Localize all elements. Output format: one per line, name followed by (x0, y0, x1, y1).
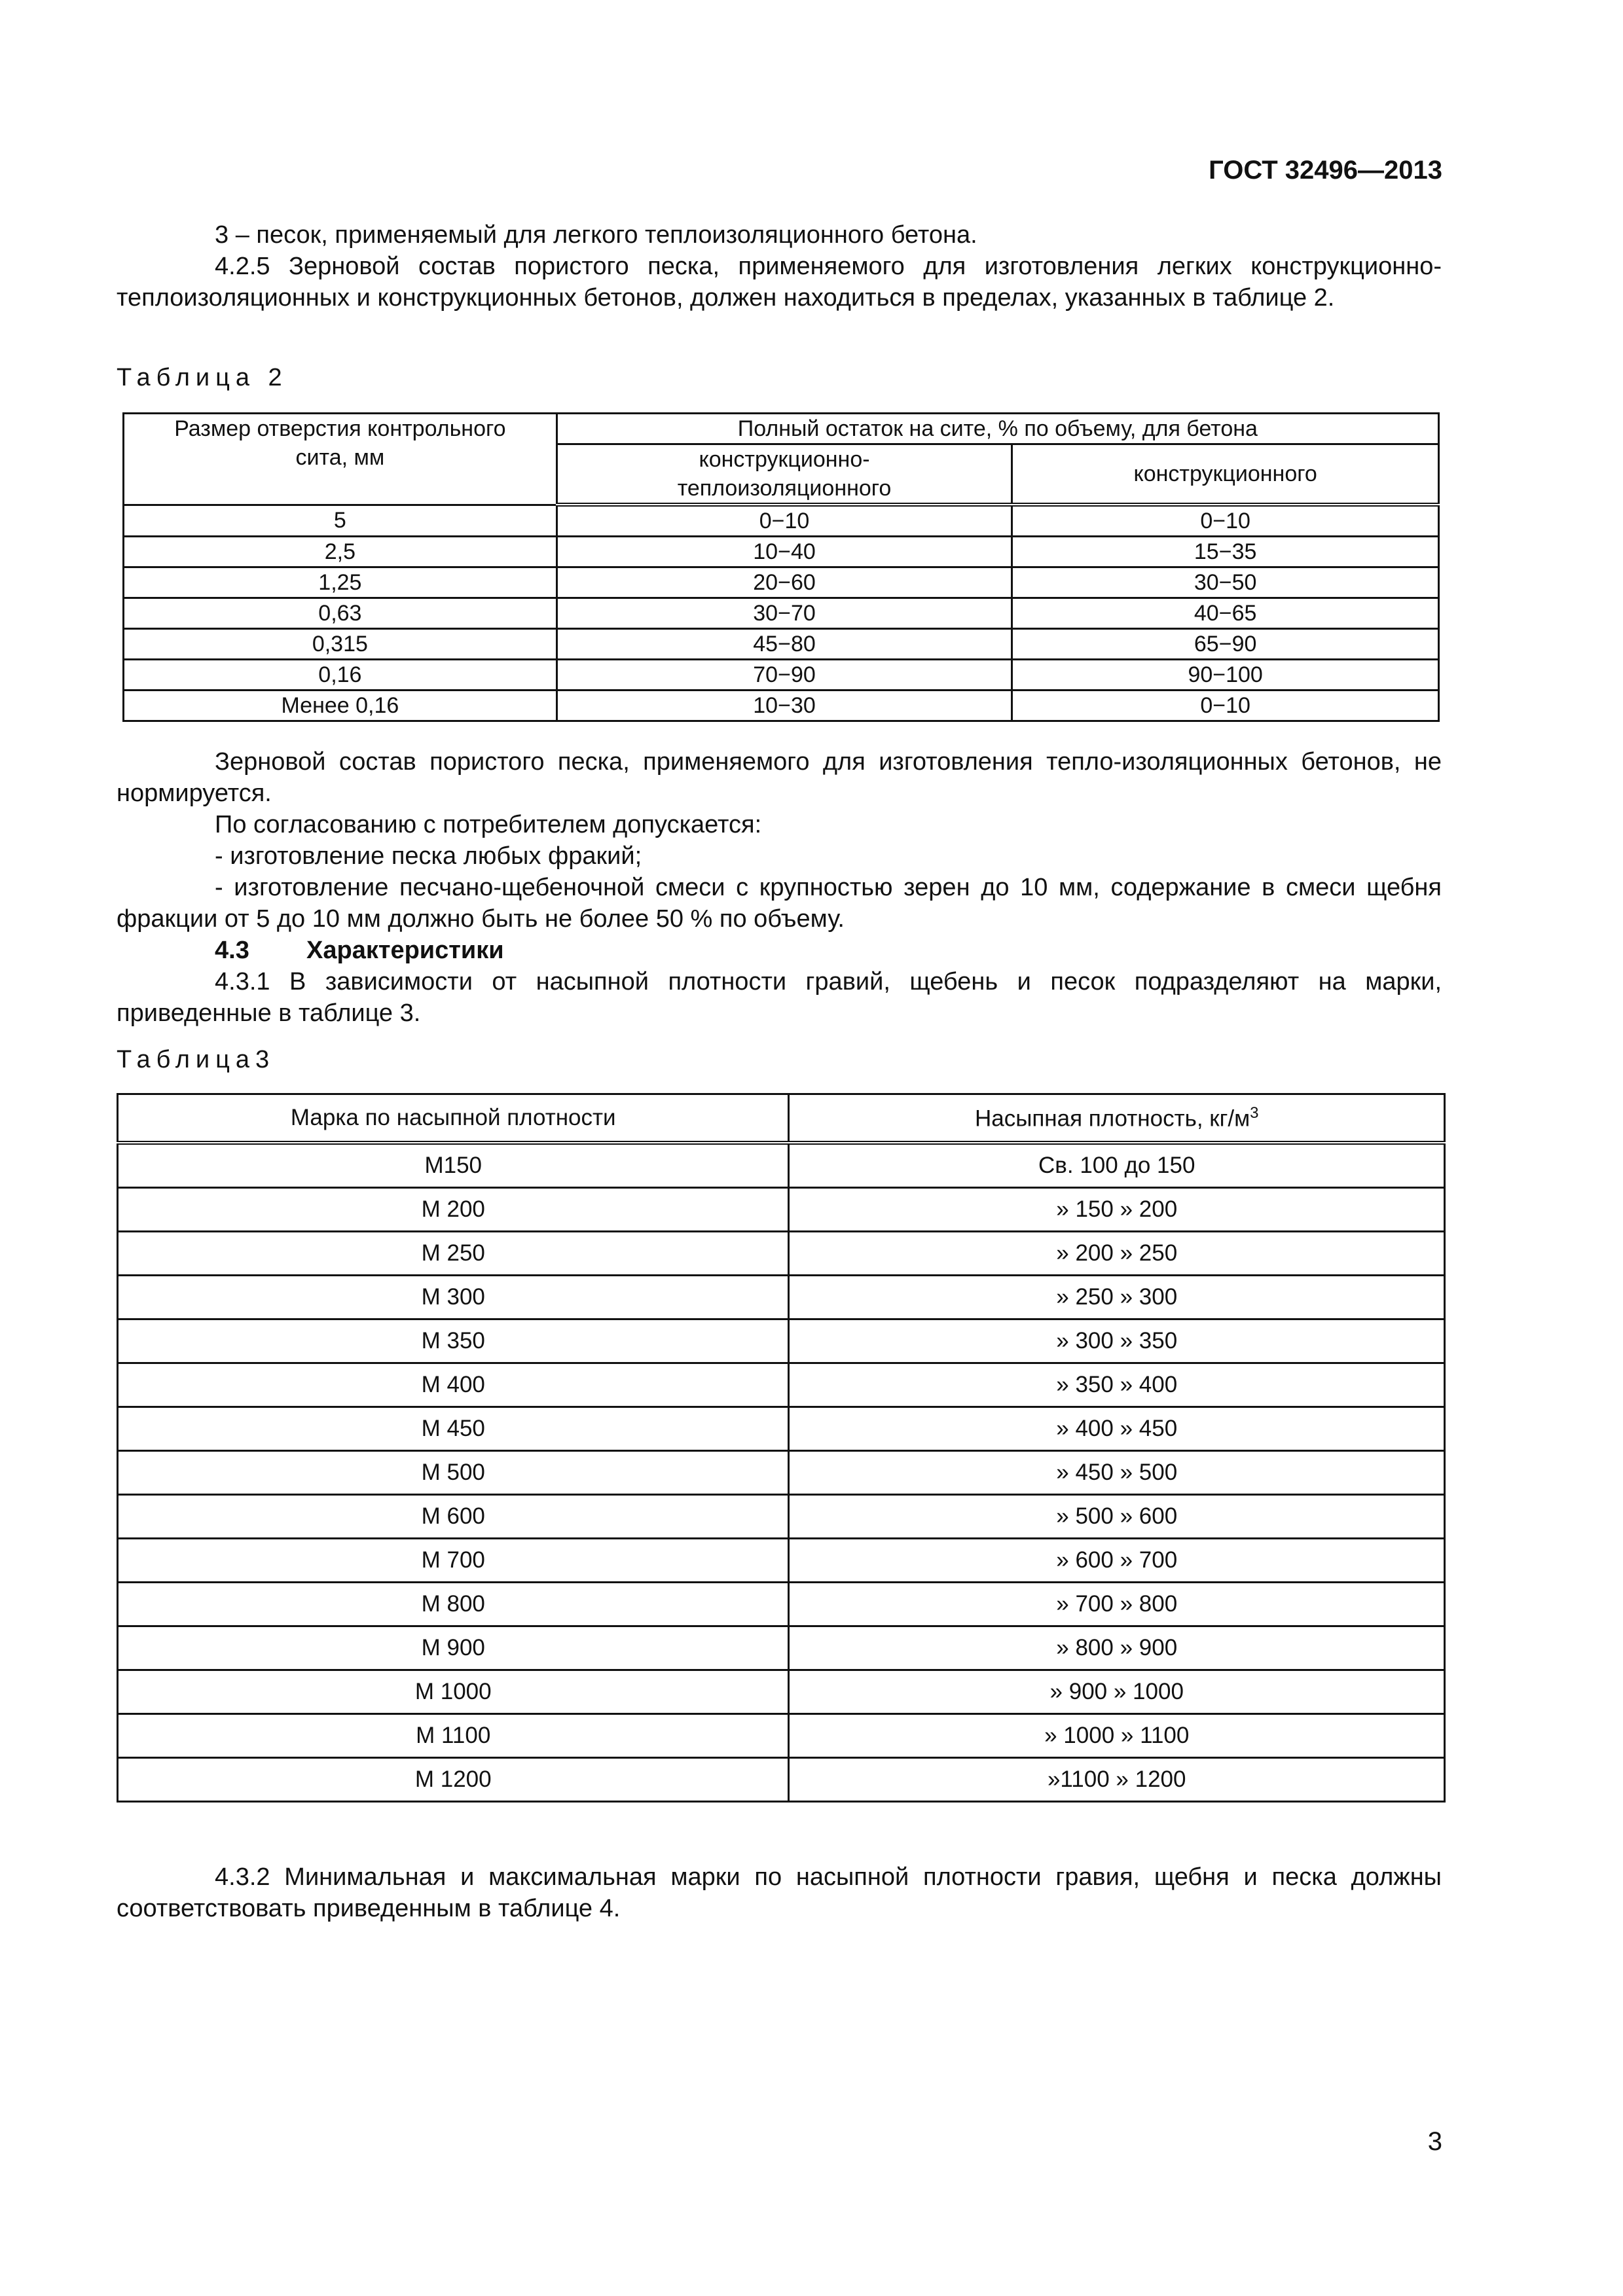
table-cell: М 1100 (118, 1714, 789, 1758)
table-cell: М 700 (118, 1539, 789, 1583)
table-cell: » 150 » 200 (789, 1188, 1445, 1232)
table-row (118, 1583, 1445, 1626)
table-row (124, 691, 1439, 721)
table-cell: 0−10 (1012, 505, 1439, 537)
table-cell: 2,5 (124, 537, 557, 567)
table-cell: М 200 (118, 1188, 789, 1232)
table-cell: 0,315 (124, 629, 557, 660)
table-body (124, 505, 1439, 721)
table-cell: 1,25 (124, 567, 557, 598)
table-row (124, 660, 1439, 691)
table-row (118, 1143, 1445, 1188)
table-cell: Менее 0,16 (124, 691, 557, 721)
table-row (118, 1451, 1445, 1495)
bulk-density-grade-table (117, 1093, 1446, 1803)
section-title: Характеристики (306, 937, 504, 964)
table-cell: » 450 » 500 (789, 1451, 1445, 1495)
table-cell: М 800 (118, 1583, 789, 1626)
table-row (124, 598, 1439, 629)
table-cell: М 450 (118, 1407, 789, 1451)
paragraph: 4.3.1 В зависимости от насыпной плотности гравий, щебень и песок подразделяют на марки, приведенные в таблице 3. (117, 968, 1442, 1027)
table-row (124, 537, 1439, 567)
table-row (118, 1232, 1445, 1276)
table-cell: 70−90 (556, 660, 1012, 691)
table-cell: 65−90 (1012, 629, 1439, 660)
table-row (118, 1626, 1445, 1670)
table-cell: 0−10 (556, 505, 1012, 537)
table-cell: » 800 » 900 (789, 1626, 1445, 1670)
paragraph: 3 – песок, применяемый для легкого теплоизоляционного бетона. (215, 221, 977, 249)
table-cell: » 900 » 1000 (789, 1670, 1445, 1714)
paragraph: - изготовление песчано-щебеночной смеси с крупностью зерен до 10 мм, содержание в смеси щебня фракции от 5 до 10 мм должно быть не более 50 % по объему. (117, 874, 1442, 933)
table-row (124, 629, 1439, 660)
table-header-cell: Полный остаток на сите, % по объему, для бетона (556, 414, 1438, 444)
table-row (118, 1363, 1445, 1407)
table-header-cell: Размер отверстия контрольного сита, мм (124, 414, 557, 505)
table-cell: 40−65 (1012, 598, 1439, 629)
table-cell: 20−60 (556, 567, 1012, 598)
paragraph: 4.3.2 Минимальная и максимальная марки по насыпной плотности гравия, щебня и песка должны соответствовать приведенным в таблице 4. (117, 1863, 1442, 1922)
table-cell: М 1200 (118, 1758, 789, 1802)
table-cell: М 250 (118, 1232, 789, 1276)
table-cell: 45−80 (556, 629, 1012, 660)
table-row (118, 1714, 1445, 1758)
table-row (124, 505, 1439, 537)
table-cell: » 350 » 400 (789, 1363, 1445, 1407)
table-row (118, 1407, 1445, 1451)
paragraph: Зерновой состав пористого песка, применяемого для изготовления тепло-изоляционных бетонов, не нормируется. (117, 748, 1442, 807)
table-cell: » 250 » 300 (789, 1276, 1445, 1319)
paragraph: - изготовление песка любых фракий; (215, 842, 642, 870)
table-cell: М 1000 (118, 1670, 789, 1714)
table-cell: 10−30 (556, 691, 1012, 721)
table-caption: Таблица3 (117, 1046, 276, 1073)
paragraph: По согласованию с потребителем допускается: (215, 811, 762, 838)
table-body (118, 1143, 1445, 1802)
table-row (118, 1758, 1445, 1802)
table-cell: » 400 » 450 (789, 1407, 1445, 1451)
table-cell: М 600 (118, 1495, 789, 1539)
table-cell: 10−40 (556, 537, 1012, 567)
table-header-cell: Насыпная плотность, $кг/м^3$ (789, 1094, 1445, 1143)
table-cell: 90−100 (1012, 660, 1439, 691)
table-cell: 0,16 (124, 660, 557, 691)
table-cell: М 350 (118, 1319, 789, 1363)
paragraph: 4.2.5 Зерновой состав пористого песка, применяемого для изготовления легких конструкционно-теплоизоляционных и конструкционных бетонов, должен находиться в пределах, указанных в таблице 2. (117, 253, 1442, 312)
table-cell: » 600 » 700 (789, 1539, 1445, 1583)
table-cell: М 300 (118, 1276, 789, 1319)
table-row (118, 1188, 1445, 1232)
table-row (118, 1319, 1445, 1363)
table-row (118, 1495, 1445, 1539)
table-row (118, 1670, 1445, 1714)
table-cell: 30−50 (1012, 567, 1439, 598)
document-id: ГОСТ 32496—2013 (1209, 156, 1442, 185)
table-cell: » 300 » 350 (789, 1319, 1445, 1363)
table-cell: » 500 » 600 (789, 1495, 1445, 1539)
table-caption: Таблица 2 (117, 364, 288, 391)
table-cell: М 900 (118, 1626, 789, 1670)
table-header-cell: конструкционного (1012, 444, 1439, 505)
table-cell: М 500 (118, 1451, 789, 1495)
table-cell: 5 (124, 505, 557, 537)
table-cell: » 1000 » 1100 (789, 1714, 1445, 1758)
table-cell: 30−70 (556, 598, 1012, 629)
table-cell: 0−10 (1012, 691, 1439, 721)
table-header-cell: Марка по насыпной плотности (118, 1094, 789, 1143)
table-header-cell: конструкционно-теплоизоляционного (556, 444, 1012, 505)
table-cell: 15−35 (1012, 537, 1439, 567)
sieve-residue-table (122, 412, 1440, 722)
table-cell: М 400 (118, 1363, 789, 1407)
table-row (118, 1539, 1445, 1583)
table-cell: М150 (118, 1143, 789, 1188)
table-cell: » 200 » 250 (789, 1232, 1445, 1276)
table-row (124, 567, 1439, 598)
table-cell: 0,63 (124, 598, 557, 629)
table-cell: » 700 » 800 (789, 1583, 1445, 1626)
page-number: 3 (1427, 2127, 1442, 2156)
table-row (118, 1276, 1445, 1319)
section-number: 4.3 (215, 937, 249, 964)
section-heading (117, 935, 1442, 966)
table-cell: Св. 100 до 150 (789, 1143, 1445, 1188)
table-cell: »1100 » 1200 (789, 1758, 1445, 1802)
